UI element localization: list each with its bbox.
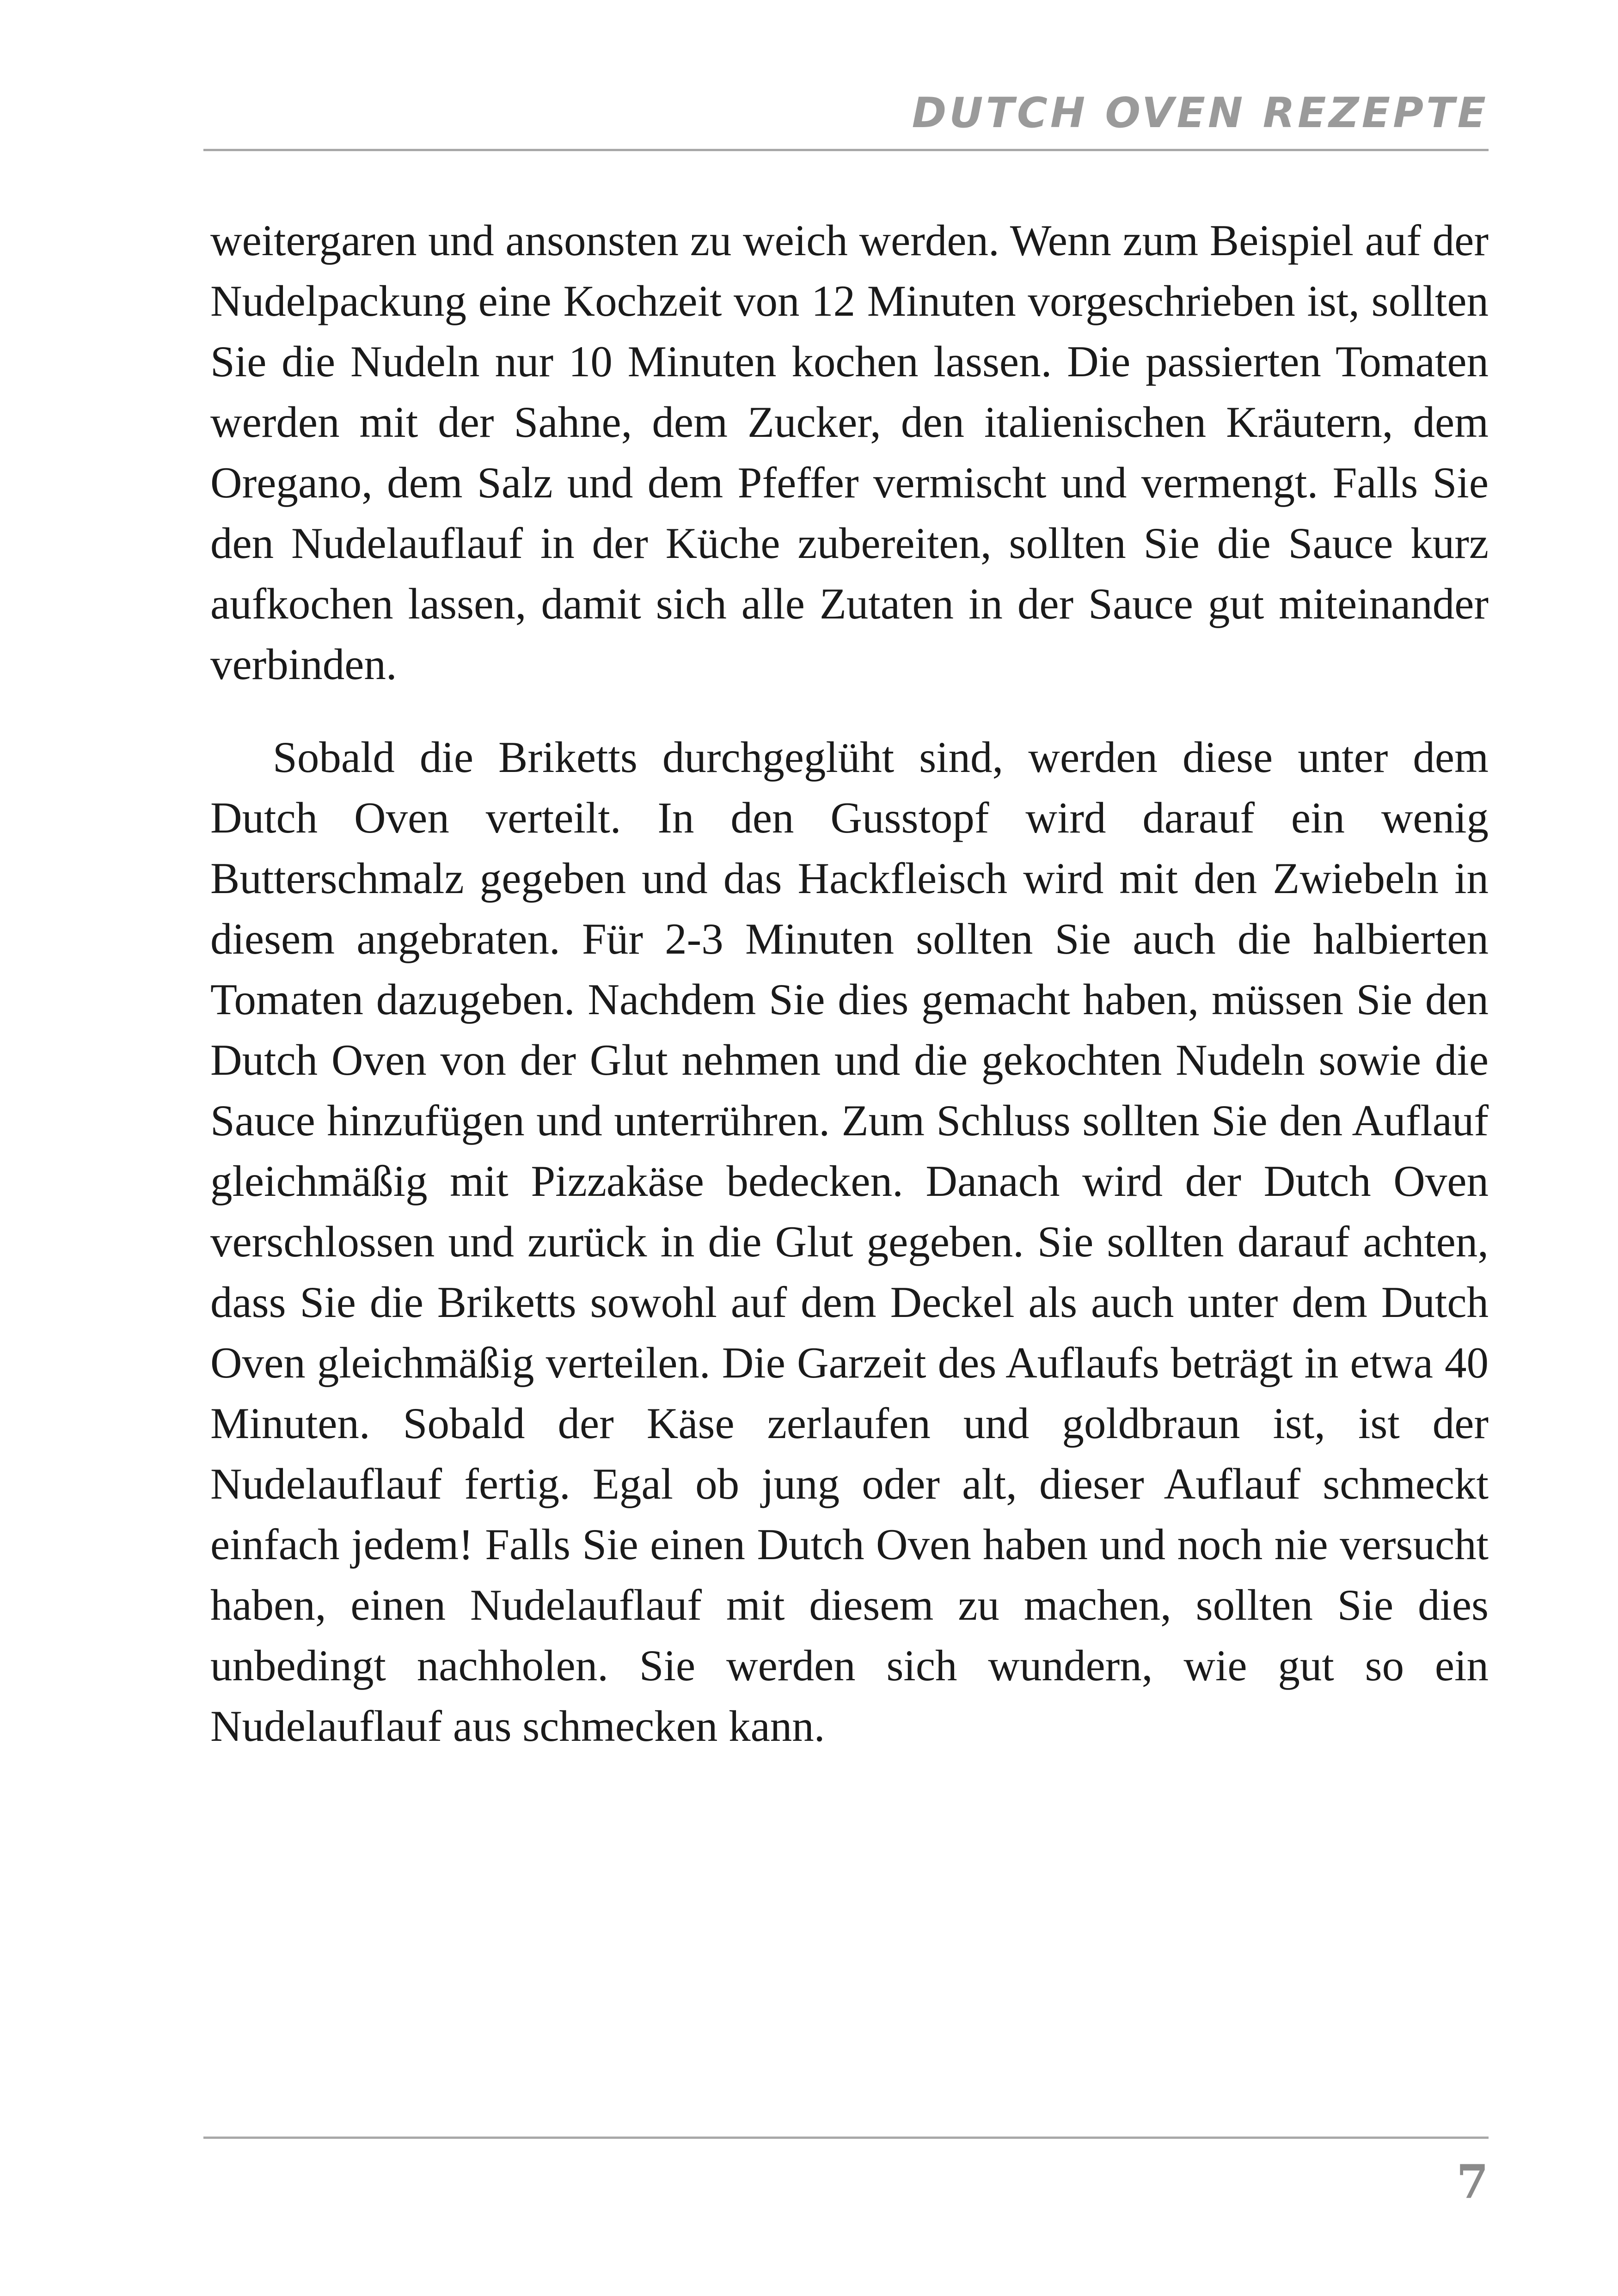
header-divider <box>203 149 1489 151</box>
page-number: 7 <box>1456 2155 1489 2209</box>
running-header-title: DUTCH OVEN REZEPTE <box>912 89 1489 137</box>
body-text <box>210 210 1489 1757</box>
paragraph-1: weitergaren und ansonsten zu weich werden. Wenn zum Beispiel auf der Nudelpackung eine Kochzeit von 12 Minuten vorgeschrieben ist, sollten Sie die Nudeln nur 10 Minuten kochen lassen. Die passierten Tomaten werden mit der Sahne, dem Zucker, den italienischen Kräutern, dem Oregano, dem Salz und dem Pfeffer vermischt und vermengt. Falls Sie den Nudelauflauf in der Küche zubereiten, sollten Sie die Sauce kurz aufkochen lassen, damit sich alle Zutaten in der Sauce gut miteinander verbinden. <box>210 216 1489 689</box>
paragraph-2: Sobald die Briketts durchgeglüht sind, werden diese unter dem Dutch Oven verteilt. In den Gusstopf wird darauf ein wenig Butterschmalz gegeben und das Hackfleisch wird mit den Zwiebeln in diesem angebraten. Für 2-3 Minuten sollten Sie auch die halbierten Tomaten dazugeben. Nachdem Sie dies gemacht haben, müssen Sie den Dutch Oven von der Glut nehmen und die gekochten Nudeln sowie die Sauce hinzufügen und unterrühren. Zum Schluss sollten Sie den Auflauf gleichmäßig mit Pizzakäse bedecken. Danach wird der Dutch Oven verschlossen und zurück in die Glut gegeben. Sie sollten darauf achten, dass Sie die Briketts sowohl auf dem Deckel als auch unter dem Dutch Oven gleichmäßig verteilen. Die Garzeit des Auflaufs beträgt in etwa 40 Minuten. Sobald der Käse zerlaufen und goldbraun ist, ist der Nudelauflauf fertig. Egal ob jung oder alt, dieser Auflauf schmeckt einfach jedem! Falls Sie einen Dutch Oven haben und noch nie versucht haben, einen Nudelauflauf mit diesem zu machen, sollten Sie dies unbedingt nachholen. Sie werden sich wundern, wie gut so ein Nudelauflauf aus schmecken kann. <box>210 733 1489 1751</box>
footer-divider <box>203 2137 1489 2139</box>
